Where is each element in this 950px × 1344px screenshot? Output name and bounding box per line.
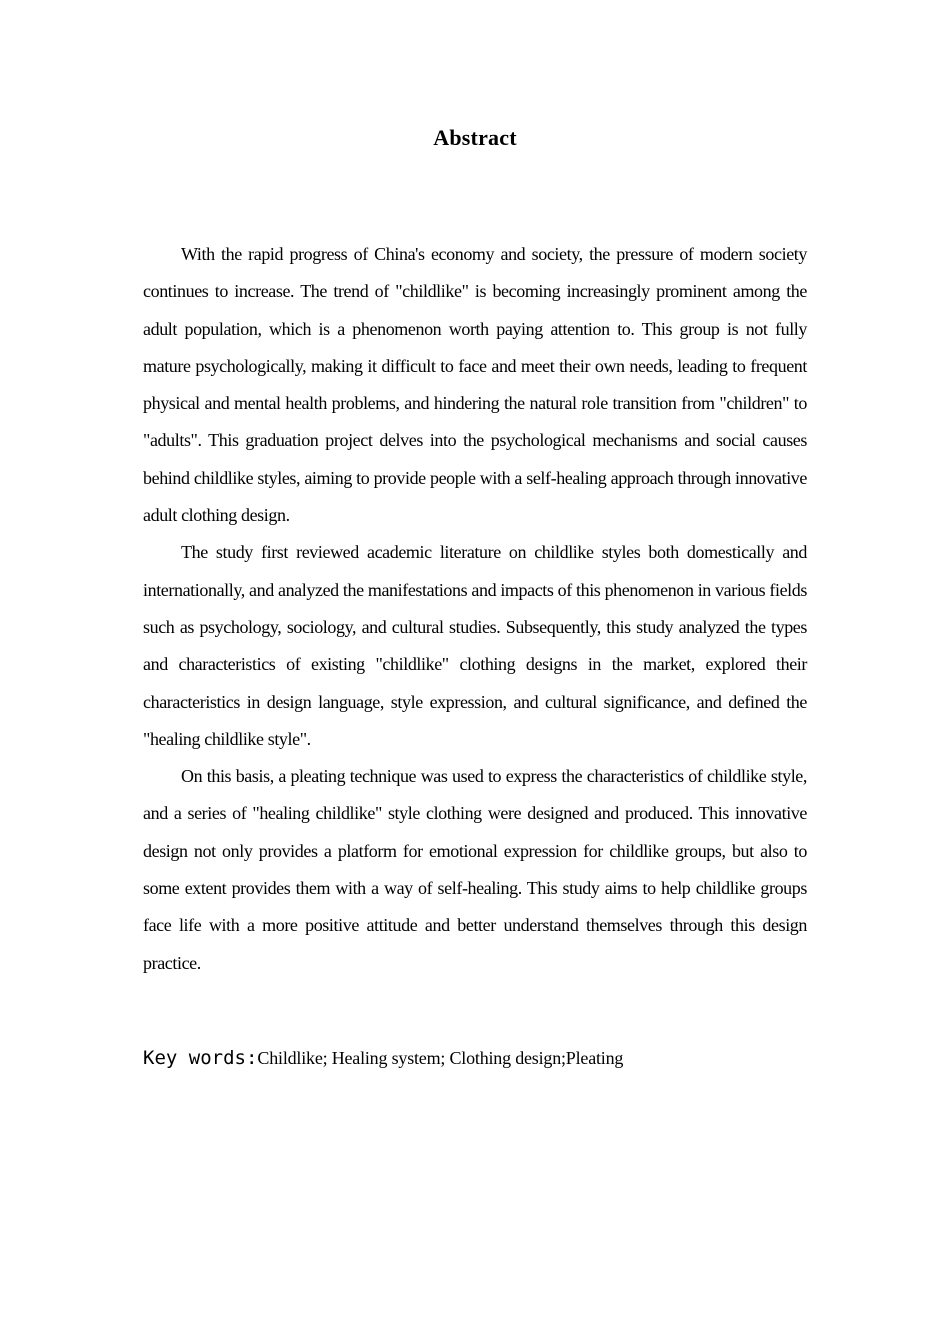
keywords-text: Childlike; Healing system; Clothing design;Pleating [257, 1047, 624, 1068]
keywords-line [143, 1040, 807, 1077]
abstract-paragraph-3: On this basis, a pleating technique was used to express the characteristics of childlike style, and a series of "healing childlike" style clothing were designed and produced. This innovative design not only provides a platform for emotional expression for childlike groups, but also to some extent provides them with a way of self-healing. This study aims to help childlike groups face life with a more positive attitude and better understand themselves through this design practice. [143, 766, 807, 973]
abstract-paragraph-2: The study first reviewed academic literature on childlike styles both domestically and internationally, and analyzed the manifestations and impacts of this phenomenon in various fields such as psychology, sociology, and cultural studies. Subsequently, this study analyzed the types and characteristics of existing "childlike" clothing designs in the market, explored their characteristics in design language, style expression, and cultural significance, and defined the "healing childlike style". [143, 542, 807, 749]
page-title: Abstract [433, 125, 517, 150]
abstract-body [143, 236, 807, 982]
abstract-paragraph-1: With the rapid progress of China's economy and society, the pressure of modern society continues to increase. The trend of "childlike" is becoming increasingly prominent among the adult population, which is a phenomenon worth paying attention to. This group is not fully mature psychologically, making it difficult to face and meet their own needs, leading to frequent physical and mental health problems, and hindering the natural role transition from "children" to "adults". This graduation project delves into the psychological mechanisms and social causes behind childlike styles, aiming to provide people with a self-healing approach through innovative adult clothing design. [143, 244, 807, 526]
keywords-colon: : [245, 1046, 258, 1069]
keywords-label: Key words [143, 1046, 246, 1069]
